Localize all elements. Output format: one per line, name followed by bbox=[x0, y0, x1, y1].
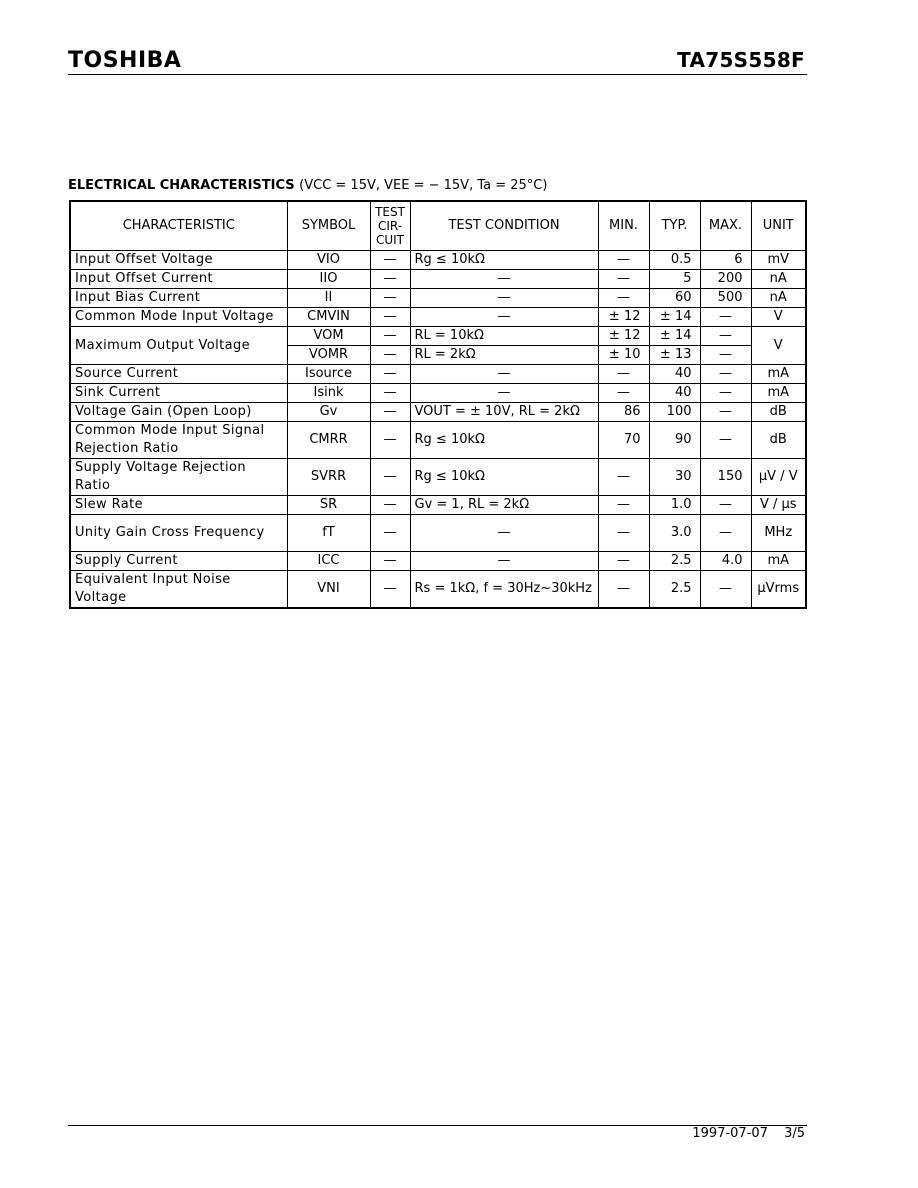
table-cell-min: — bbox=[598, 270, 649, 289]
table-cell-min: — bbox=[598, 384, 649, 403]
header-divider bbox=[68, 74, 807, 75]
table-cell-typ: ± 14 bbox=[649, 308, 700, 327]
table-cell-typ: 0.5 bbox=[649, 251, 700, 270]
table-cell-min: ± 10 bbox=[598, 346, 649, 365]
table-cell-symbol: Isource bbox=[287, 365, 370, 384]
table-cell-typ: 3.0 bbox=[649, 515, 700, 552]
table-cell-min: — bbox=[598, 289, 649, 308]
table-row bbox=[70, 552, 806, 571]
table-cell-circuit: — bbox=[370, 384, 410, 403]
table-row bbox=[70, 251, 806, 270]
table-cell-min: — bbox=[598, 459, 649, 496]
col-header: TYP. bbox=[649, 201, 700, 251]
table-cell-unit: V / μs bbox=[751, 496, 806, 515]
table-cell-condition: — bbox=[410, 515, 598, 552]
table-cell-max: — bbox=[700, 403, 751, 422]
table-cell-min: — bbox=[598, 365, 649, 384]
table-cell-condition: Rg ≤ 10kΩ bbox=[410, 459, 598, 496]
table-cell-typ: ± 13 bbox=[649, 346, 700, 365]
table-cell-typ: 1.0 bbox=[649, 496, 700, 515]
table-row bbox=[70, 403, 806, 422]
table-cell-unit: mV bbox=[751, 251, 806, 270]
table-cell-condition: — bbox=[410, 289, 598, 308]
table-cell-condition: — bbox=[410, 270, 598, 289]
table-cell-char: Common Mode Input Signal Rejection Ratio bbox=[70, 422, 287, 459]
table-cell-symbol: II bbox=[287, 289, 370, 308]
table-cell-symbol: SVRR bbox=[287, 459, 370, 496]
table-cell-min: 86 bbox=[598, 403, 649, 422]
table-cell-condition: — bbox=[410, 384, 598, 403]
table-cell-condition: — bbox=[410, 308, 598, 327]
table-cell-char: Input Offset Voltage bbox=[70, 251, 287, 270]
table-cell-unit: mA bbox=[751, 365, 806, 384]
table-cell-symbol: CMRR bbox=[287, 422, 370, 459]
table-cell-condition: — bbox=[410, 365, 598, 384]
table-cell-typ: 100 bbox=[649, 403, 700, 422]
table-cell-symbol: VNI bbox=[287, 571, 370, 609]
table-cell-max: 6 bbox=[700, 251, 751, 270]
table-cell-unit: dB bbox=[751, 403, 806, 422]
table-cell-condition: Rs = 1kΩ, f = 30Hz~30kHz bbox=[410, 571, 598, 609]
table-cell-char: Sink Current bbox=[70, 384, 287, 403]
table-cell-max: — bbox=[700, 308, 751, 327]
table-cell-unit: V bbox=[751, 308, 806, 327]
table-cell-char: Input Offset Current bbox=[70, 270, 287, 289]
table-row bbox=[70, 459, 806, 496]
table-cell-condition: Gv = 1, RL = 2kΩ bbox=[410, 496, 598, 515]
table-row bbox=[70, 327, 806, 346]
table-cell-min: — bbox=[598, 496, 649, 515]
table-cell-condition: RL = 10kΩ bbox=[410, 327, 598, 346]
table-cell-symbol: ICC bbox=[287, 552, 370, 571]
table-cell-char: Supply Voltage Rejection Ratio bbox=[70, 459, 287, 496]
table-cell-unit: V bbox=[751, 327, 806, 365]
section-title: ELECTRICAL CHARACTERISTICS bbox=[68, 178, 295, 193]
part-number: TA75S558F bbox=[677, 48, 805, 72]
col-header: TEST CIR-CUIT bbox=[370, 201, 410, 251]
table-cell-circuit: — bbox=[370, 552, 410, 571]
table-cell-circuit: — bbox=[370, 327, 410, 346]
table-cell-max: — bbox=[700, 365, 751, 384]
table-cell-symbol: Isink bbox=[287, 384, 370, 403]
table-cell-max: — bbox=[700, 571, 751, 609]
table-cell-condition: Rg ≤ 10kΩ bbox=[410, 422, 598, 459]
table-cell-min: ± 12 bbox=[598, 327, 649, 346]
table-row bbox=[70, 422, 806, 459]
table-cell-max: — bbox=[700, 515, 751, 552]
table-cell-condition: RL = 2kΩ bbox=[410, 346, 598, 365]
table-cell-unit: nA bbox=[751, 270, 806, 289]
table-cell-max: 4.0 bbox=[700, 552, 751, 571]
table-cell-typ: 5 bbox=[649, 270, 700, 289]
table-cell-max: 500 bbox=[700, 289, 751, 308]
table-cell-unit: μVrms bbox=[751, 571, 806, 609]
table-header-row bbox=[70, 201, 806, 251]
table-cell-circuit: — bbox=[370, 289, 410, 308]
table-row bbox=[70, 496, 806, 515]
col-header: MIN. bbox=[598, 201, 649, 251]
table-cell-circuit: — bbox=[370, 365, 410, 384]
table-cell-circuit: — bbox=[370, 403, 410, 422]
table-cell-char: Source Current bbox=[70, 365, 287, 384]
table-cell-circuit: — bbox=[370, 496, 410, 515]
table-cell-max: — bbox=[700, 327, 751, 346]
table-cell-symbol: SR bbox=[287, 496, 370, 515]
section-conditions: (VCC = 15V, VEE = − 15V, Ta = 25°C) bbox=[299, 178, 548, 193]
footer-page: 3/5 bbox=[784, 1126, 805, 1141]
table-cell-char: Maximum Output Voltage bbox=[70, 327, 287, 365]
col-header: CHARACTERISTIC bbox=[70, 201, 287, 251]
table-cell-char: Input Bias Current bbox=[70, 289, 287, 308]
col-header: UNIT bbox=[751, 201, 806, 251]
table-cell-circuit: — bbox=[370, 515, 410, 552]
table-cell-max: — bbox=[700, 422, 751, 459]
table-cell-circuit: — bbox=[370, 459, 410, 496]
table-cell-unit: μV / V bbox=[751, 459, 806, 496]
table-cell-unit: nA bbox=[751, 289, 806, 308]
table-cell-circuit: — bbox=[370, 251, 410, 270]
table-cell-typ: 60 bbox=[649, 289, 700, 308]
table-cell-min: — bbox=[598, 251, 649, 270]
table-cell-min: — bbox=[598, 552, 649, 571]
table-cell-char: Unity Gain Cross Frequency bbox=[70, 515, 287, 552]
table-cell-unit: dB bbox=[751, 422, 806, 459]
table-cell-symbol: IIO bbox=[287, 270, 370, 289]
table-cell-char: Common Mode Input Voltage bbox=[70, 308, 287, 327]
table-cell-unit: mA bbox=[751, 384, 806, 403]
section-heading bbox=[68, 178, 547, 193]
table-cell-symbol: fT bbox=[287, 515, 370, 552]
col-header: SYMBOL bbox=[287, 201, 370, 251]
table-cell-typ: 2.5 bbox=[649, 571, 700, 609]
table-cell-symbol: Gv bbox=[287, 403, 370, 422]
table-cell-circuit: — bbox=[370, 422, 410, 459]
table-cell-circuit: — bbox=[370, 346, 410, 365]
table-row bbox=[70, 571, 806, 609]
table-cell-condition: VOUT = ± 10V, RL = 2kΩ bbox=[410, 403, 598, 422]
table-cell-unit: MHz bbox=[751, 515, 806, 552]
table-row bbox=[70, 308, 806, 327]
table-cell-char: Supply Current bbox=[70, 552, 287, 571]
table-cell-max: — bbox=[700, 384, 751, 403]
table-row bbox=[70, 515, 806, 552]
footer-date: 1997-07-07 bbox=[692, 1126, 768, 1141]
table-row bbox=[70, 384, 806, 403]
table-cell-circuit: — bbox=[370, 308, 410, 327]
table-row bbox=[70, 270, 806, 289]
table-cell-circuit: — bbox=[370, 571, 410, 609]
table-row bbox=[70, 289, 806, 308]
col-header: MAX. bbox=[700, 201, 751, 251]
table-cell-max: 200 bbox=[700, 270, 751, 289]
table-cell-symbol: VIO bbox=[287, 251, 370, 270]
table-cell-symbol: VOM bbox=[287, 327, 370, 346]
table-cell-char: Slew Rate bbox=[70, 496, 287, 515]
table-cell-typ: 30 bbox=[649, 459, 700, 496]
table-cell-max: — bbox=[700, 496, 751, 515]
brand-logo: TOSHIBA bbox=[68, 48, 182, 73]
col-header: TEST CONDITION bbox=[410, 201, 598, 251]
table-cell-typ: 2.5 bbox=[649, 552, 700, 571]
table-cell-min: — bbox=[598, 571, 649, 609]
table-cell-min: — bbox=[598, 515, 649, 552]
table-cell-typ: ± 14 bbox=[649, 327, 700, 346]
table-cell-symbol: CMVIN bbox=[287, 308, 370, 327]
table-cell-max: — bbox=[700, 346, 751, 365]
table-cell-min: 70 bbox=[598, 422, 649, 459]
table-cell-max: 150 bbox=[700, 459, 751, 496]
table-cell-min: ± 12 bbox=[598, 308, 649, 327]
table-cell-circuit: — bbox=[370, 270, 410, 289]
table-cell-symbol: VOMR bbox=[287, 346, 370, 365]
table-cell-char: Voltage Gain (Open Loop) bbox=[70, 403, 287, 422]
table-cell-char: Equivalent Input Noise Voltage bbox=[70, 571, 287, 609]
table-cell-unit: mA bbox=[751, 552, 806, 571]
footer bbox=[680, 1126, 805, 1141]
table-cell-condition: Rg ≤ 10kΩ bbox=[410, 251, 598, 270]
table-cell-typ: 40 bbox=[649, 384, 700, 403]
table-row bbox=[70, 365, 806, 384]
table-cell-condition: — bbox=[410, 552, 598, 571]
electrical-characteristics-table bbox=[69, 200, 807, 609]
table-cell-typ: 40 bbox=[649, 365, 700, 384]
table-cell-typ: 90 bbox=[649, 422, 700, 459]
